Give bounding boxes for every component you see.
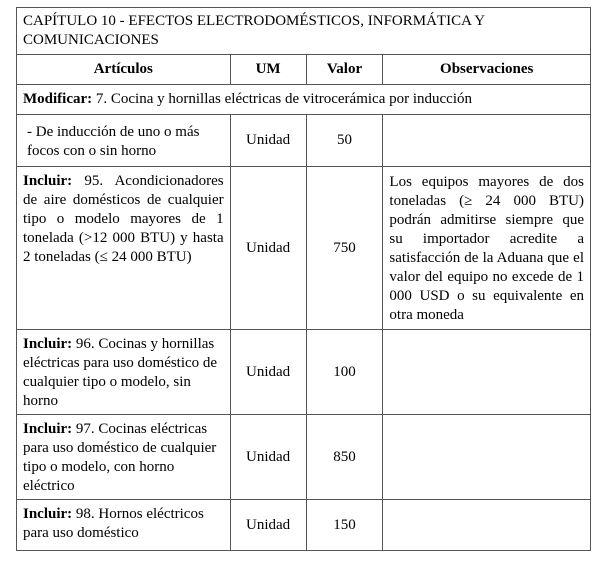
observaciones-cell [383, 115, 591, 167]
modificar-label: Modificar: [23, 91, 93, 107]
header-valor: Valor [306, 55, 383, 85]
table-row [17, 115, 591, 167]
incluir-label: Incluir: [23, 506, 73, 522]
articulo-cell [17, 167, 231, 330]
valor-cell: 750 [306, 167, 383, 330]
table-row [17, 330, 591, 415]
articulo-cell [17, 500, 231, 551]
observaciones-cell: Los equipos mayores de dos toneladas (≥ 24 000 BTU) podrán admitirse siempre que su importador acredite a satisfacción de la Aduana que el valor del equipo no excede de 1 000 USD o su equivalente en otra moneda [383, 167, 591, 330]
valor-cell: 850 [306, 415, 383, 500]
observaciones-cell [383, 500, 591, 551]
um-cell: Unidad [230, 167, 306, 330]
valor-cell: 50 [306, 115, 383, 167]
incluir-label: Incluir: [23, 173, 73, 189]
articulo-text: 96. Cocinas y hornillas eléctricas para uso doméstico de cualquier tipo o modelo, sin horno [23, 336, 218, 409]
um-cell: Unidad [230, 330, 306, 415]
header-row [17, 55, 591, 85]
articulo-text: 95. Acondicionadores de aire domésticos de cualquier tipo o modelo mayores de 1 tonelada (>12 000 BTU) y hasta 2 toneladas (≤ 24 000 BTU) [23, 173, 224, 265]
modificar-cell [17, 85, 591, 115]
articulo-text: 98. Hornos eléctricos para uso doméstico [23, 506, 204, 541]
modificar-text: 7. Cocina y hornillas eléctricas de vitrocerámica por inducción [92, 91, 472, 107]
chapter-title-row [17, 8, 591, 55]
articulo-text: 97. Cocinas eléctricas para uso doméstico de cualquier tipo o modelo, con horno eléctrico [23, 421, 217, 494]
observaciones-cell [383, 415, 591, 500]
articulo-cell [17, 115, 231, 167]
valor-cell: 100 [306, 330, 383, 415]
table-row [17, 167, 591, 330]
header-observaciones: Observaciones [383, 55, 591, 85]
um-cell: Unidad [230, 115, 306, 167]
header-um: UM [230, 55, 306, 85]
articulo-text: - De inducción de uno o más focos con o sin horno [27, 123, 200, 159]
articulo-cell [17, 415, 231, 500]
um-cell: Unidad [230, 500, 306, 551]
modificar-row [17, 85, 591, 115]
observaciones-cell [383, 330, 591, 415]
articulo-cell [17, 330, 231, 415]
table-row [17, 415, 591, 500]
chapter-title: CAPÍTULO 10 - EFECTOS ELECTRODOMÉSTICOS, INFORMÁTICA Y COMUNICACIONES [17, 8, 591, 55]
um-cell: Unidad [230, 415, 306, 500]
header-articulos: Artículos [17, 55, 231, 85]
chapter-table [16, 7, 591, 551]
valor-cell: 150 [306, 500, 383, 551]
table-row [17, 500, 591, 551]
incluir-label: Incluir: [23, 421, 73, 437]
incluir-label: Incluir: [23, 336, 73, 352]
